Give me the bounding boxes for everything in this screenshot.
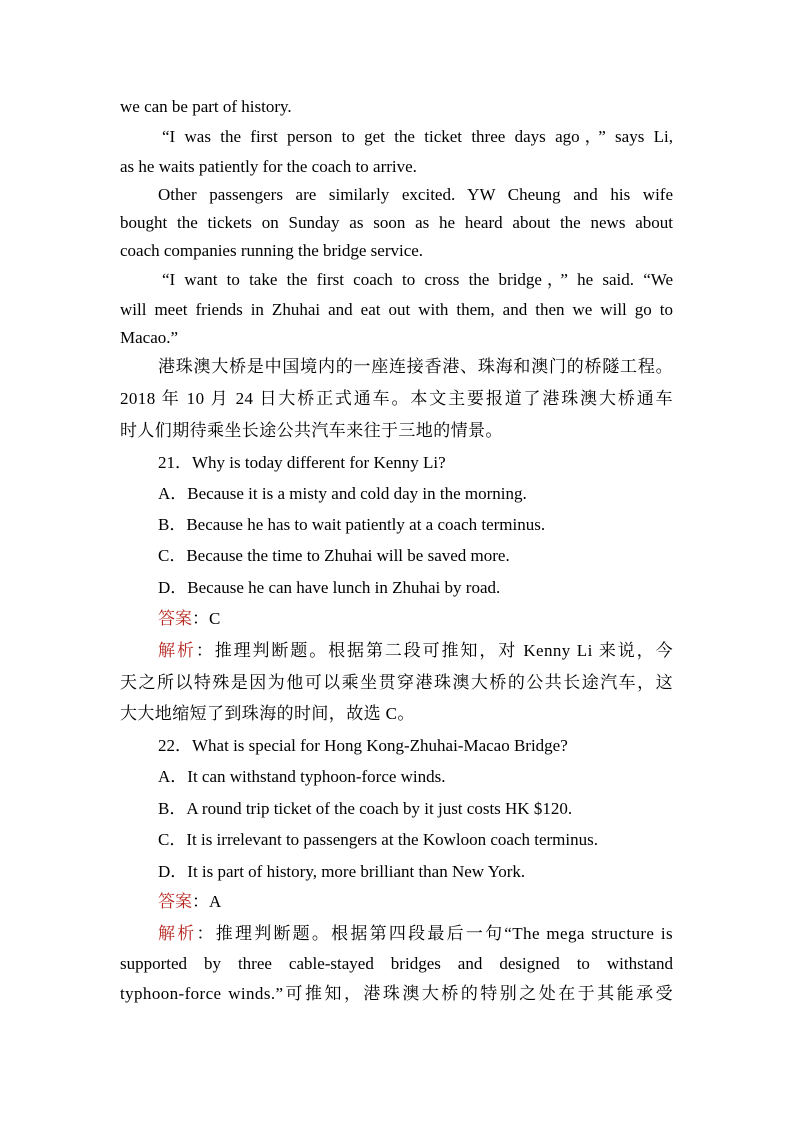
quote-paragraph-1-line-2: as he waits patiently for the coach to arrive. [120,157,417,176]
passage-continuation-line: we can be part of history. [120,97,292,116]
analysis-text: ：推理判断题。根据第二段可推知，对 Kenny Li 来说，今 [195,641,673,660]
passengers-paragraph-line-2: bought the tickets on Sunday as soon as he heard about the news about [120,213,673,232]
answer-label: 答案 [158,609,192,628]
question-21-stem: 21．Why is today different for Kenny Li? [158,453,446,472]
question-22-stem: 22．What is special for Hong Kong-Zhuhai-Macao Bridge? [158,736,568,755]
question-21-analysis-line-2: 天之所以特殊是因为他可以乘坐贯穿港珠澳大桥的公共长途汽车，这 [120,673,673,692]
question-21-option-a: A．Because it is a misty and cold day in the morning. [158,484,527,503]
quote-paragraph-1-line-1: “I was the first person to get the ticket three days ago，” says Li, [162,127,673,146]
summary-line-2: 2018 年 10 月 24 日大桥正式通车。本文主要报道了港珠澳大桥通车 [120,389,673,408]
passengers-paragraph-line-3: coach companies running the bridge service. [120,241,424,260]
question-21-option-c: C．Because the time to Zhuhai will be saved more. [158,546,510,565]
question-21-analysis-line-3: 大大地缩短了到珠海的时间，故选 C。 [120,704,415,723]
question-21-answer [158,608,220,630]
answer-value: ：C [192,609,221,628]
question-22-analysis-line-2: supported by three cable-stayed bridges and designed to withstand [120,954,673,973]
question-22-option-a: A．It can withstand typhoon-force winds. [158,767,446,786]
question-22-option-b: B．A round trip ticket of the coach by it just costs HK $120. [158,799,573,818]
quote-paragraph-2-line-1: “I want to take the first coach to cross the bridge，” he said. “We [162,270,673,289]
answer-label: 答案 [158,892,192,911]
question-21-option-b: B．Because he has to wait patiently at a coach terminus. [158,515,546,534]
analysis-label: 解析 [158,641,196,660]
question-21-option-d: D．Because he can have lunch in Zhuhai by road. [158,578,501,597]
question-22-analysis-line-3: typhoon-force winds.”可推知，港珠澳大桥的特别之处在于其能承受 [120,984,673,1003]
question-22-analysis-line-1 [158,923,673,945]
question-22-option-d: D．It is part of history, more brilliant than New York. [158,862,526,881]
answer-value: ：A [192,892,222,911]
passengers-paragraph-line-1: Other passengers are similarly excited. YW Cheung and his wife [158,185,673,204]
quote-paragraph-2-line-3: Macao.” [120,328,179,347]
analysis-label: 解析 [158,924,197,943]
question-22-option-c: C．It is irrelevant to passengers at the Kowloon coach terminus. [158,830,598,849]
question-22-answer [158,891,221,913]
summary-line-3: 时人们期待乘坐长途公共汽车来往于三地的情景。 [120,421,503,440]
analysis-text: ：推理判断题。根据第四段最后一句“The mega structure is [196,924,673,943]
summary-line-1: 港珠澳大桥是中国境内的一座连接香港、珠海和澳门的桥隧工程。 [158,357,673,376]
question-21-analysis-line-1 [158,640,673,662]
quote-paragraph-2-line-2: will meet friends in Zhuhai and eat out with them, and then we will go to [120,300,673,319]
